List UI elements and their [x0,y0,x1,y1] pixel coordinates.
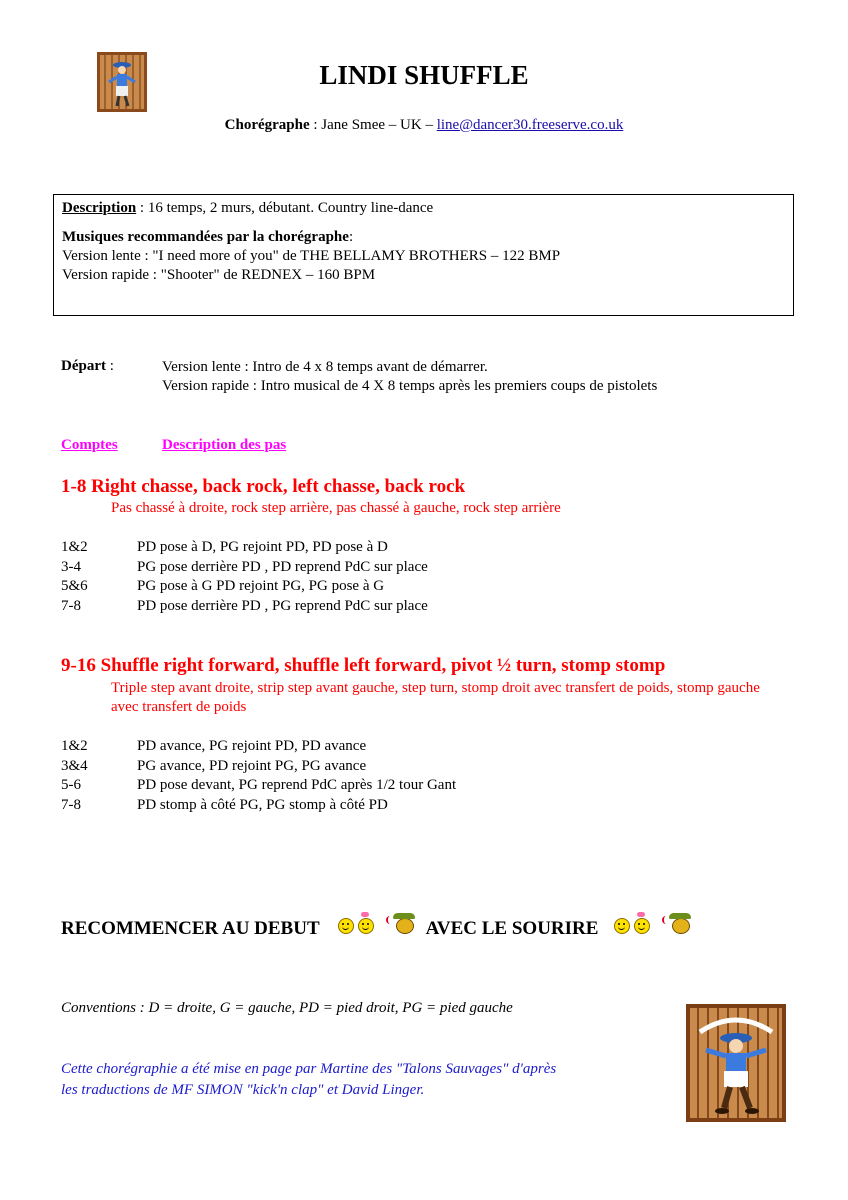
section-1-steps [61,538,428,616]
section-1-subtitle: Pas chassé à droite, rock step arrière, pas chassé à gauche, rock step arrière [111,500,561,516]
smiley-face-icon [338,918,354,940]
step-count: 5-6 [61,777,81,793]
step-row [61,796,456,816]
step-text: PD stomp à côté PG, PG stomp à côté PD [137,796,388,813]
step-row [61,577,428,597]
music-slow: Version lente : "I need more of you" de THE BELLAMY BROTHERS – 122 BMP [62,248,561,264]
waving-cowboy-icon [396,918,414,940]
step-text: PG pose derrière PD , PD reprend PdC sur place [137,558,428,575]
step-row [61,538,428,558]
step-row [61,776,456,796]
description-text: : 16 temps, 2 murs, débutant. Country line-dance [136,200,434,216]
section-2-steps [61,737,456,815]
credit-text [61,1059,661,1101]
page-title: LINDI SHUFFLE [319,60,529,90]
smiley-bow-icon [634,918,650,940]
step-row [61,558,428,578]
choreographer-label: Chorégraphe [224,117,310,133]
description-label: Description [62,200,137,216]
restart-text-1: RECOMMENCER AU DEBUT [61,918,320,939]
depart-label [61,358,114,375]
step-text: PD pose à D, PG rejoint PD, PD pose à D [137,539,388,555]
step-count: 7-8 [61,597,81,614]
choreographer-line [0,117,848,134]
depart-label-text: Départ [61,358,106,374]
waving-cowboy-icon [672,918,690,940]
step-row [61,737,456,757]
talons-sauvages-logo [686,1004,786,1122]
column-header-counts: Comptes [61,437,118,453]
smiley-face-icon [614,918,630,940]
depart-lines [162,358,657,396]
credit-line-1: Cette chorégraphie a été mise en page par Martine des "Talons Sauvages" d'après [61,1061,557,1077]
section-2-subtitle: Triple step avant droite, strip step avant gauche, step turn, stomp droit avec transfert de poids, stomp gauche avec transfert de poids [111,680,760,715]
music-label: Musiques recommandées par la chorégraphe [62,229,349,245]
section-1-title: 1-8 Right chasse, back rock, left chasse, back rock [61,476,466,497]
depart-colon: : [106,358,114,374]
step-count: 1&2 [61,738,88,754]
section-2-title: 9-16 Shuffle right forward, shuffle left forward, pivot ½ turn, stomp stomp [61,655,666,676]
step-text: PD avance, PG rejoint PD, PD avance [137,738,367,754]
restart-line [61,918,690,940]
step-row [61,757,456,777]
column-header-description: Description des pas [162,437,287,453]
step-count: 7-8 [61,796,81,813]
credit-line-2: les traductions de MF SIMON "kick'n clap" et David Linger. [61,1082,425,1098]
step-count: 5&6 [61,578,88,594]
email-link[interactable]: line@dancer30.freeserve.co.uk [436,117,624,133]
step-text: PD pose devant, PG reprend PdC après 1/2 tour Gant [137,777,457,793]
music-fast: Version rapide : "Shooter" de REDNEX – 160 BPM [62,267,376,283]
music-colon: : [348,229,354,245]
depart-fast: Version rapide : Intro musical de 4 X 8 temps après les premiers coups de pistolets [162,378,658,394]
step-count: 3-4 [61,558,81,575]
step-count: 3&4 [61,757,88,774]
step-count: 1&2 [61,539,88,555]
step-text: PD pose derrière PD , PG reprend PdC sur place [137,597,428,614]
step-text: PG pose à G PD rejoint PG, PG pose à G [137,578,385,594]
restart-text-2: AVEC LE SOURIRE [425,918,599,939]
music-heading [62,228,785,247]
depart-slow: Version lente : Intro de 4 x 8 temps avant de démarrer. [162,359,488,375]
choreographer-text: : Jane Smee – UK – [309,117,437,133]
step-text: PG avance, PD rejoint PG, PG avance [137,757,367,774]
conventions-text: Conventions : D = droite, G = gauche, PD = pied droit, PG = pied gauche [61,1000,513,1016]
description-box [53,194,794,316]
smiley-bow-icon [358,918,374,940]
description-line [62,199,785,218]
step-row [61,597,428,617]
